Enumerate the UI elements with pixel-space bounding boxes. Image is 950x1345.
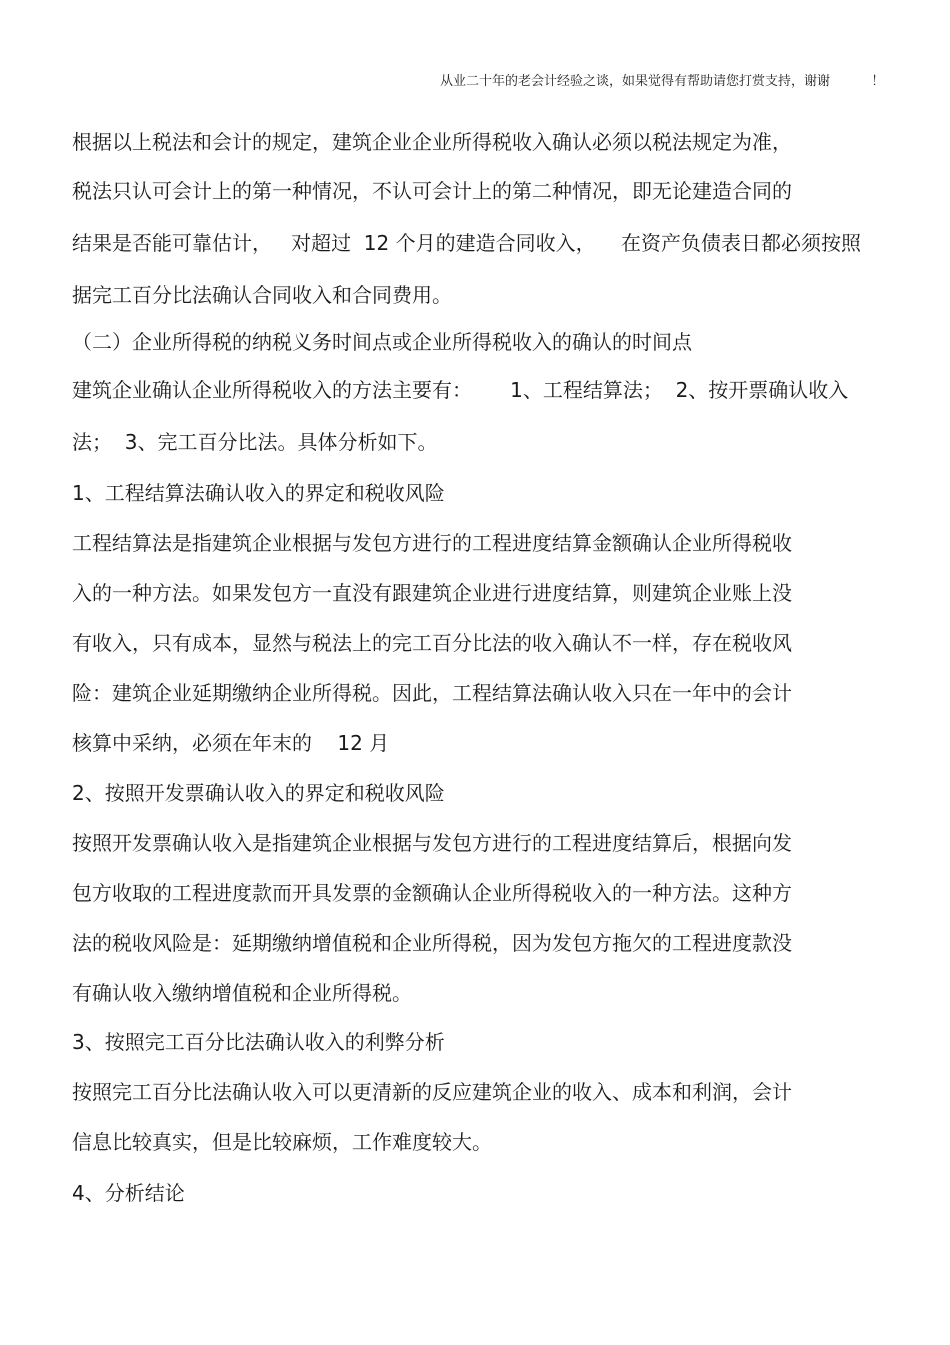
subsection-heading: 1、工程结算法确认收入的界定和税收风险 bbox=[72, 481, 445, 505]
body-line: 包方收取的工程进度款而开具发票的金额确认企业所得税收入的一种方法。这种方 bbox=[72, 881, 792, 905]
body-line: 有确认收入缴纳增值税和企业所得税。 bbox=[72, 981, 412, 1005]
body-line: 根据以上税法和会计的规定，建筑企业企业所得税收入确认必须以税法规定为准， bbox=[72, 130, 792, 154]
body-line: 按照完工百分比法确认收入可以更清新的反应建筑企业的收入、成本和利润，会计 bbox=[72, 1080, 792, 1104]
header-note: 从业二十年的老会计经验之谈，如果觉得有帮助请您打赏支持，谢谢 ！ bbox=[440, 74, 885, 89]
body-line: 税法只认可会计上的第一种情况，不认可会计上的第二种情况，即无论建造合同的 bbox=[72, 179, 792, 203]
body-line: 信息比较真实，但是比较麻烦，工作难度较大。 bbox=[72, 1130, 492, 1154]
body-line: 核算中采纳，必须在年末的 12 月 bbox=[72, 731, 390, 755]
subsection-heading: 4、分析结论 bbox=[72, 1181, 185, 1205]
body-line: 有收入，只有成本，显然与税法上的完工百分比法的收入确认不一样，存在税收风 bbox=[72, 631, 792, 655]
body-line: 工程结算法是指建筑企业根据与发包方进行的工程进度结算金额确认企业所得税收 bbox=[72, 531, 792, 555]
body-line: 结果是否能可靠估计， 对超过 12 个月的建造合同收入， 在资产负债表日都必须按照 bbox=[72, 231, 862, 255]
body-line: 法； 3、完工百分比法。具体分析如下。 bbox=[72, 430, 438, 454]
body-line: 按照开发票确认收入是指建筑企业根据与发包方进行的工程进度结算后，根据向发 bbox=[72, 831, 792, 855]
body-line: 险：建筑企业延期缴纳企业所得税。因此，工程结算法确认收入只在一年中的会计 bbox=[72, 681, 792, 705]
body-line: 建筑企业确认企业所得税收入的方法主要有： 1、工程结算法； 2、按开票确认收入 bbox=[72, 378, 849, 402]
subsection-heading: 3、按照完工百分比法确认收入的利弊分析 bbox=[72, 1030, 445, 1054]
body-line: 入的一种方法。如果发包方一直没有跟建筑企业进行进度结算，则建筑企业账上没 bbox=[72, 581, 792, 605]
section-heading: （二）企业所得税的纳税义务时间点或企业所得税收入的确认的时间点 bbox=[72, 330, 692, 354]
body-line: 法的税收风险是：延期缴纳增值税和企业所得税，因为发包方拖欠的工程进度款没 bbox=[72, 931, 792, 955]
body-line: 据完工百分比法确认合同收入和合同费用。 bbox=[72, 283, 452, 307]
subsection-heading: 2、按照开发票确认收入的界定和税收风险 bbox=[72, 781, 445, 805]
